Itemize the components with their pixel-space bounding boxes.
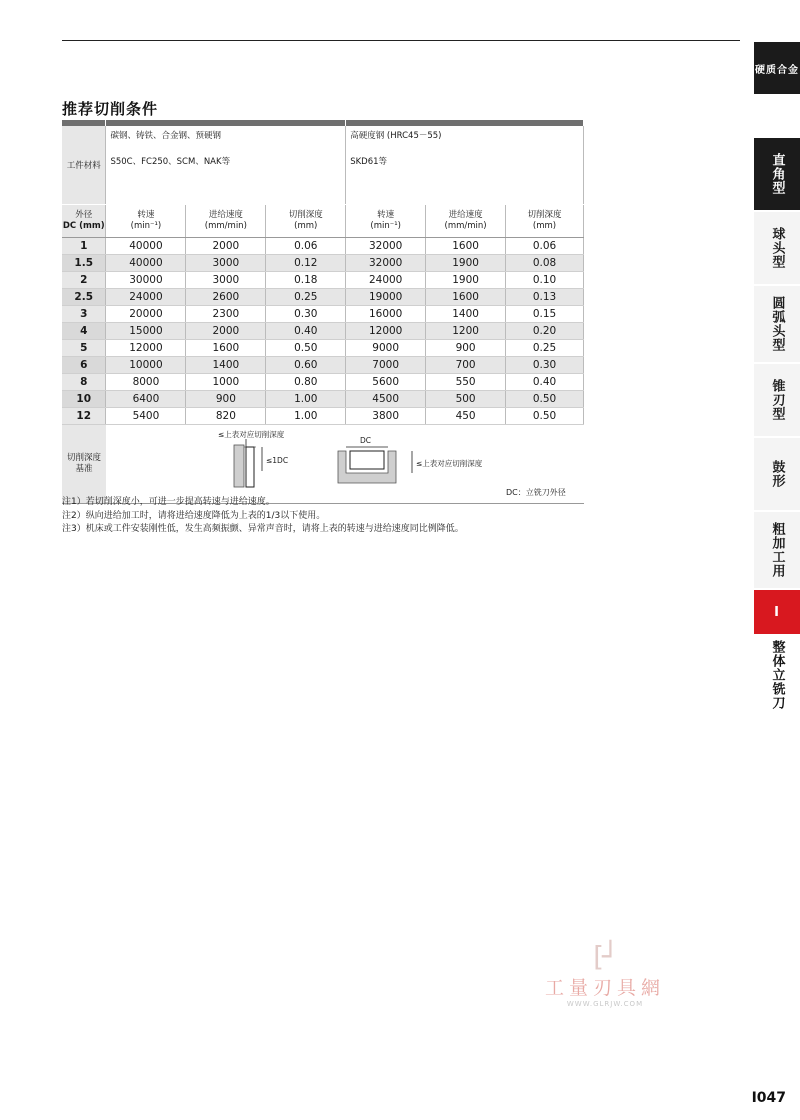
- cell-f2: 900: [426, 340, 506, 357]
- table-row: [62, 272, 584, 289]
- table-row: [62, 289, 584, 306]
- cell-d1: 1.00: [266, 408, 346, 425]
- cell-d2: 0.06: [506, 238, 584, 255]
- cell-f1: 2300: [186, 306, 266, 323]
- cell-s2: 4500: [346, 391, 426, 408]
- note-2: 注2）纵向进给加工时，请将进给速度降低为上表的1/3以下使用。: [62, 510, 326, 521]
- cell-d2: 0.20: [506, 323, 584, 340]
- side-dim: ≤1DC: [265, 456, 289, 465]
- cell-f1: 1400: [186, 357, 266, 374]
- cell-d2: 0.50: [506, 391, 584, 408]
- cell-f1: 900: [186, 391, 266, 408]
- cell-d1: 0.25: [266, 289, 346, 306]
- table-row: [62, 238, 584, 255]
- cell-s1: 6400: [106, 391, 186, 408]
- cell-dc: 1: [62, 238, 106, 255]
- watermark: [535, 940, 675, 1008]
- cell-s2: 9000: [346, 340, 426, 357]
- tab-carbide[interactable]: 硬质合金: [754, 42, 800, 94]
- tab-barrel[interactable]: 鼓形: [754, 438, 800, 510]
- tab-section-i[interactable]: I: [754, 590, 800, 634]
- cutting-conditions-table: [62, 120, 584, 504]
- cell-d1: 0.80: [266, 374, 346, 391]
- cell-s2: 3800: [346, 408, 426, 425]
- cell-s1: 10000: [106, 357, 186, 374]
- cell-d1: 0.30: [266, 306, 346, 323]
- cell-d1: 0.40: [266, 323, 346, 340]
- tab-roughing[interactable]: 粗加工用: [754, 512, 800, 588]
- cell-f2: 1600: [426, 238, 506, 255]
- cell-f2: 500: [426, 391, 506, 408]
- tab-ball[interactable]: 球头型: [754, 212, 800, 284]
- cell-s1: 12000: [106, 340, 186, 357]
- side-tabs: [751, 0, 800, 1120]
- cell-d2: 0.13: [506, 289, 584, 306]
- col-speed-2: 转速 (min⁻¹): [346, 205, 426, 238]
- cell-d1: 0.50: [266, 340, 346, 357]
- col-dc: 外径 DC (mm): [62, 205, 106, 238]
- material-label: 工件材料: [62, 126, 106, 205]
- tab-square[interactable]: 直角型: [754, 138, 800, 210]
- cell-dc: 10: [62, 391, 106, 408]
- cell-f2: 1900: [426, 255, 506, 272]
- cell-d2: 0.10: [506, 272, 584, 289]
- cell-dc: 4: [62, 323, 106, 340]
- cell-dc: 5: [62, 340, 106, 357]
- section-title: 推荐切削条件: [62, 100, 159, 118]
- col-depth-1: 切削深度 (mm): [266, 205, 346, 238]
- cell-f1: 3000: [186, 272, 266, 289]
- cell-s2: 16000: [346, 306, 426, 323]
- cell-f2: 450: [426, 408, 506, 425]
- side-tool: [246, 447, 254, 487]
- cell-f2: 550: [426, 374, 506, 391]
- table-row: [62, 391, 584, 408]
- cell-d2: 0.40: [506, 374, 584, 391]
- material-row: [62, 126, 584, 205]
- cell-f1: 3000: [186, 255, 266, 272]
- cell-f1: 820: [186, 408, 266, 425]
- cell-f1: 2000: [186, 238, 266, 255]
- slot-caption: ≤上表对应切削深度: [415, 459, 483, 468]
- cell-s2: 5600: [346, 374, 426, 391]
- cell-f2: 700: [426, 357, 506, 374]
- section-vertical-label: 整体立铣刀: [769, 640, 785, 710]
- cell-d2: 0.15: [506, 306, 584, 323]
- cell-dc: 2: [62, 272, 106, 289]
- cell-f2: 1600: [426, 289, 506, 306]
- col-speed-1: 转速 (min⁻¹): [106, 205, 186, 238]
- data-body: [62, 238, 584, 425]
- cell-d2: 0.30: [506, 357, 584, 374]
- col-depth-2: 切削深度 (mm): [506, 205, 584, 238]
- cell-s2: 32000: [346, 255, 426, 272]
- cell-s1: 40000: [106, 238, 186, 255]
- cell-s1: 24000: [106, 289, 186, 306]
- cell-f1: 1000: [186, 374, 266, 391]
- table-row: [62, 340, 584, 357]
- tab-radius[interactable]: 圆弧头型: [754, 286, 800, 362]
- notes: [62, 496, 464, 537]
- tab-taper[interactable]: 锥刃型: [754, 364, 800, 436]
- cell-s2: 24000: [346, 272, 426, 289]
- cell-s1: 40000: [106, 255, 186, 272]
- cell-f2: 1900: [426, 272, 506, 289]
- material-group-1-name: 碳钢、铸铁、合金钢、预硬钢: [110, 131, 221, 141]
- table-row: [62, 374, 584, 391]
- material-group-2-name: 高硬度钢 (HRC45－55): [350, 131, 442, 141]
- table-row: [62, 408, 584, 425]
- col-feed-1: 进给速度 (mm/min): [186, 205, 266, 238]
- page-number: I047: [751, 1090, 786, 1106]
- cell-f1: 2600: [186, 289, 266, 306]
- cell-dc: 2.5: [62, 289, 106, 306]
- cell-s1: 30000: [106, 272, 186, 289]
- table-row: [62, 357, 584, 374]
- slot-dim: DC: [359, 436, 371, 445]
- depth-ref-diagram-cell: [106, 425, 584, 504]
- cell-dc: 12: [62, 408, 106, 425]
- watermark-name: 工量刃具網: [544, 977, 665, 999]
- depth-reference-row: [62, 425, 584, 504]
- cell-s2: 12000: [346, 323, 426, 340]
- cell-s1: 15000: [106, 323, 186, 340]
- cell-dc: 3: [62, 306, 106, 323]
- side-caption: ≤上表对应切削深度: [217, 430, 285, 439]
- cell-d2: 0.50: [506, 408, 584, 425]
- dc-note: DC：立铣刀外径: [505, 488, 566, 497]
- slot-workpiece: [338, 451, 396, 483]
- cell-dc: 8: [62, 374, 106, 391]
- table-row: [62, 306, 584, 323]
- cell-s1: 20000: [106, 306, 186, 323]
- table-row: [62, 323, 584, 340]
- cell-d1: 0.18: [266, 272, 346, 289]
- material-group-1-grades: S50C、FC250、SCM、NAK等: [110, 157, 231, 167]
- cell-s2: 19000: [346, 289, 426, 306]
- cell-s1: 8000: [106, 374, 186, 391]
- cell-d1: 0.06: [266, 238, 346, 255]
- depth-ref-label: 切削深度 基准: [62, 425, 106, 504]
- side-workpiece: [234, 445, 244, 487]
- col-feed-2: 进给速度 (mm/min): [426, 205, 506, 238]
- cell-s1: 5400: [106, 408, 186, 425]
- depth-diagram: [106, 425, 584, 503]
- material-group-2: [346, 126, 584, 205]
- cell-f2: 1400: [426, 306, 506, 323]
- cell-f1: 1600: [186, 340, 266, 357]
- cell-s2: 7000: [346, 357, 426, 374]
- cell-d2: 0.08: [506, 255, 584, 272]
- note-1: 注1）若切削深度小，可进一步提高转速与进给速度。: [62, 497, 275, 507]
- material-group-2-grades: SKD61等: [350, 157, 388, 167]
- watermark-logo-icon: [┘: [593, 940, 617, 973]
- cell-f1: 2000: [186, 323, 266, 340]
- cell-d1: 1.00: [266, 391, 346, 408]
- top-rule: [62, 40, 740, 41]
- cell-d2: 0.25: [506, 340, 584, 357]
- material-group-1: [106, 126, 346, 205]
- cell-dc: 6: [62, 357, 106, 374]
- cell-d1: 0.60: [266, 357, 346, 374]
- cell-d1: 0.12: [266, 255, 346, 272]
- table-row: [62, 255, 584, 272]
- note-3: 注3）机床或工件安装刚性低，发生高频振颤、异常声音时，请将上表的转速与进给速度同比例降低。: [62, 524, 464, 534]
- watermark-url: WWW.GLRJW.COM: [566, 1000, 644, 1008]
- cell-f2: 1200: [426, 323, 506, 340]
- column-header-row: [62, 205, 584, 238]
- cell-s2: 32000: [346, 238, 426, 255]
- cell-dc: 1.5: [62, 255, 106, 272]
- slot-tool: [350, 451, 384, 469]
